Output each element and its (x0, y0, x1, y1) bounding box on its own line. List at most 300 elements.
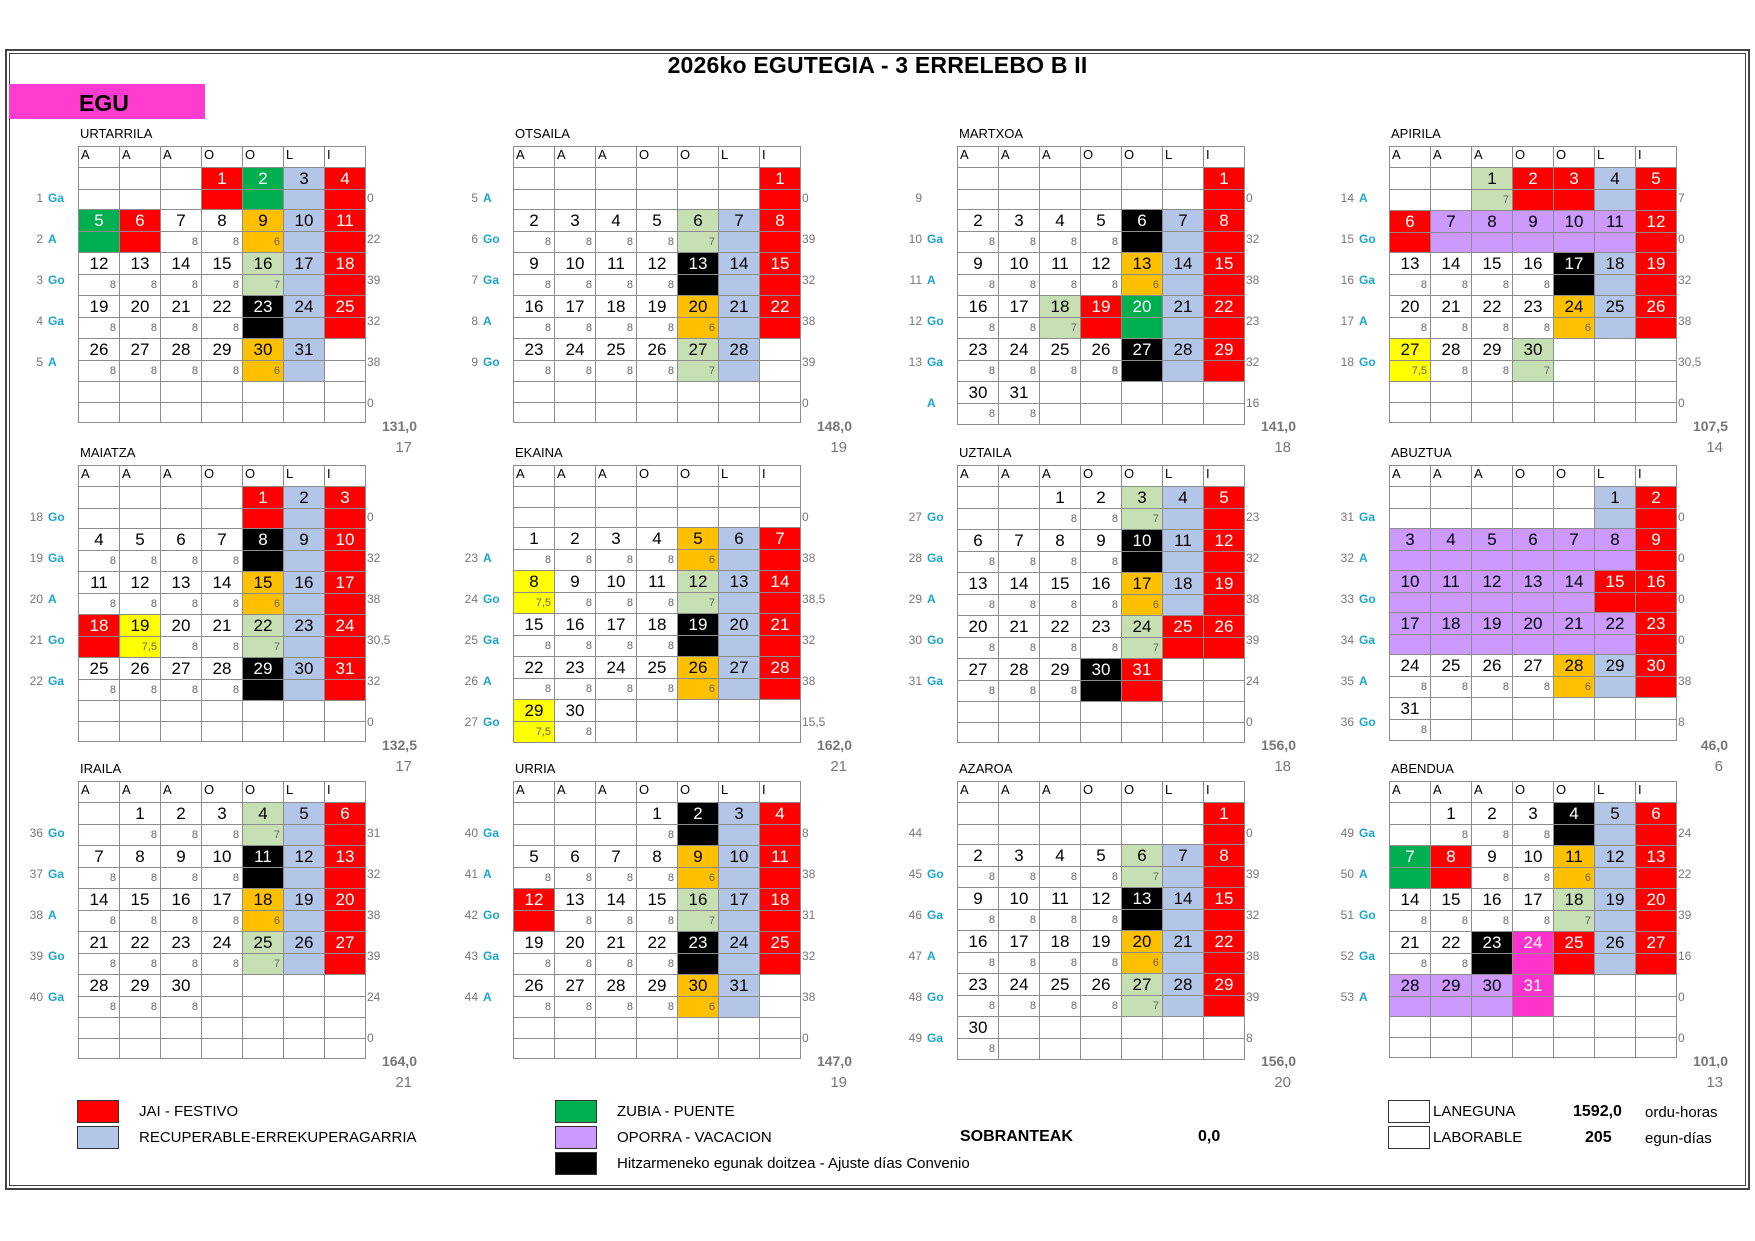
week-number: 18 (29, 510, 43, 524)
week-hours-total: 38 (802, 551, 816, 565)
day-hours (719, 722, 760, 743)
empty-cell (325, 701, 366, 722)
week-hours-total: 39 (367, 273, 381, 287)
day-hours: 8 (1513, 911, 1554, 932)
week-label (445, 551, 505, 565)
day-hours: 8 (1040, 910, 1081, 931)
week-number: 10 (908, 232, 922, 246)
week-number: 52 (1340, 949, 1354, 963)
day-hours: 8 (958, 867, 999, 888)
day-cell: 13 (1636, 846, 1677, 868)
day-hours: 8 (202, 275, 243, 296)
week-hours-total: 24 (1678, 826, 1692, 840)
day-hours (79, 825, 120, 846)
weekday-header: A (514, 147, 555, 168)
day-hours: 8 (958, 681, 999, 702)
shift-code: Go (48, 510, 65, 524)
empty-cell (555, 1018, 596, 1039)
day-hours (1431, 509, 1472, 529)
day-cell: 21 (1431, 296, 1472, 318)
day-cell: 31 (999, 382, 1040, 404)
day-cell: 15 (243, 572, 284, 594)
day-hours (1431, 997, 1472, 1017)
shift-code: Ga (48, 990, 65, 1004)
day-cell: 14 (1390, 889, 1431, 911)
day-cell: 18 (1163, 573, 1204, 595)
empty-cell (719, 487, 760, 508)
day-cell: 9 (1472, 846, 1513, 868)
empty-cell (999, 803, 1040, 825)
day-cell: 31 (719, 975, 760, 997)
weekday-header: A (958, 466, 999, 487)
empty-cell (760, 339, 801, 361)
day-hours: 8 (1081, 552, 1122, 573)
day-cell: 5 (1081, 845, 1122, 867)
day-hours (1472, 551, 1513, 571)
day-cell: 14 (596, 889, 637, 911)
day-hours (1554, 361, 1595, 382)
day-cell: 20 (1636, 889, 1677, 911)
empty-cell (1513, 1017, 1554, 1038)
day-cell: 15 (202, 253, 243, 275)
day-hours (1040, 190, 1081, 210)
empty-cell (1081, 382, 1122, 404)
empty-cell (1390, 168, 1431, 190)
day-cell: 4 (1554, 803, 1595, 825)
day-hours (1595, 361, 1636, 382)
day-hours: 8 (1081, 595, 1122, 616)
day-cell: 4 (243, 803, 284, 825)
day-cell: 8 (760, 210, 801, 232)
day-hours (1513, 1038, 1554, 1058)
week-label (445, 1031, 505, 1045)
day-hours: 8 (999, 638, 1040, 659)
month-hours-total: 147,0 (816, 1053, 852, 1069)
day-cell: 28 (999, 659, 1040, 681)
day-cell: 25 (79, 658, 120, 680)
empty-cell (202, 975, 243, 997)
week-label (889, 232, 949, 246)
day-cell: 10 (1122, 530, 1163, 552)
day-hours: 8 (1081, 996, 1122, 1017)
weekday-header: O (678, 782, 719, 803)
day-hours: 7 (1122, 867, 1163, 888)
day-hours: 7 (1554, 911, 1595, 932)
day-hours (1390, 551, 1431, 571)
day-hours: 8 (958, 404, 999, 425)
day-hours: 8 (120, 594, 161, 615)
day-cell: 29 (1431, 975, 1472, 997)
week-number: 23 (464, 551, 478, 565)
day-hours: 8 (202, 680, 243, 701)
day-cell: 21 (719, 296, 760, 318)
day-hours (79, 722, 120, 742)
empty-cell (1122, 382, 1163, 404)
empty-cell (719, 168, 760, 190)
week-hours-total: 30,5 (1678, 355, 1702, 369)
weekday-header: I (325, 466, 366, 487)
week-hours-total: 8 (1678, 715, 1685, 729)
day-hours: 8 (1472, 825, 1513, 846)
week-label (889, 355, 949, 369)
day-cell: 9 (555, 571, 596, 593)
day-hours (555, 190, 596, 210)
empty-cell (1595, 975, 1636, 997)
month-calendar-table (1389, 781, 1677, 1058)
day-hours (1163, 361, 1204, 382)
day-cell: 15 (1472, 253, 1513, 275)
empty-cell (1431, 487, 1472, 509)
week-hours-total: 31 (367, 826, 381, 840)
week-hours-total: 38 (367, 355, 381, 369)
day-hours (79, 403, 120, 423)
day-cell: 18 (596, 296, 637, 318)
weekday-header: A (1040, 466, 1081, 487)
empty-cell (637, 168, 678, 190)
day-hours: 8 (1431, 954, 1472, 975)
week-label (1321, 232, 1381, 246)
week-hours-total: 0 (1246, 191, 1253, 205)
week-hours-total: 8 (802, 826, 809, 840)
shift-code: Ga (927, 1031, 944, 1045)
month-hours-total: 131,0 (381, 418, 417, 434)
empty-cell (719, 700, 760, 722)
empty-cell (514, 168, 555, 190)
day-hours (514, 825, 555, 846)
day-cell: 1 (1595, 487, 1636, 509)
day-hours (555, 1039, 596, 1059)
day-cell: 26 (637, 339, 678, 361)
week-number: 7 (471, 273, 478, 287)
empty-cell (719, 382, 760, 403)
empty-cell (1081, 803, 1122, 825)
day-hours: 8 (514, 997, 555, 1018)
weekday-header: O (1122, 782, 1163, 803)
month-name: URTARRILA (80, 126, 153, 141)
empty-cell (1431, 382, 1472, 403)
legend-swatch-laborable (1388, 1126, 1430, 1149)
shift-code: A (483, 191, 492, 205)
day-hours (1554, 403, 1595, 423)
month-days-total: 20 (1274, 1074, 1291, 1091)
day-hours (1554, 233, 1595, 253)
empty-cell (120, 1018, 161, 1039)
day-cell: 14 (1431, 253, 1472, 275)
week-label (445, 990, 505, 1004)
shift-code: Ga (1359, 510, 1376, 524)
day-hours (325, 637, 366, 658)
day-cell: 30 (243, 339, 284, 361)
day-cell: 24 (999, 339, 1040, 361)
day-cell: 7 (1163, 210, 1204, 232)
day-cell: 8 (243, 529, 284, 551)
day-hours (284, 509, 325, 529)
month-hours-total: 101,0 (1692, 1053, 1728, 1069)
weekday-header: I (1636, 466, 1677, 487)
day-cell: 24 (1390, 655, 1431, 677)
week-number: 21 (29, 633, 43, 647)
day-hours (243, 551, 284, 572)
week-label (445, 592, 505, 606)
shift-code: Go (48, 826, 65, 840)
day-hours (325, 509, 366, 529)
week-hours-total: 0 (1678, 510, 1685, 524)
day-hours (1163, 910, 1204, 931)
day-cell: 12 (1636, 211, 1677, 233)
day-hours: 6 (1122, 595, 1163, 616)
shift-code: A (1359, 314, 1368, 328)
empty-cell (1390, 382, 1431, 403)
day-cell: 8 (1204, 845, 1245, 867)
empty-cell (202, 701, 243, 722)
day-hours (243, 318, 284, 339)
month-calendar-table (957, 781, 1245, 1060)
day-cell: 7 (79, 846, 120, 868)
empty-cell (1554, 487, 1595, 509)
month-days-total: 21 (395, 1074, 412, 1091)
day-cell: 19 (284, 889, 325, 911)
day-hours (514, 190, 555, 210)
day-hours (1163, 232, 1204, 253)
day-cell: 5 (1472, 529, 1513, 551)
day-hours: 8 (79, 954, 120, 975)
day-hours (1595, 509, 1636, 529)
week-hours-total: 0 (1678, 232, 1685, 246)
day-hours: 8 (514, 636, 555, 657)
week-label (1321, 551, 1381, 565)
weekday-header: I (1204, 147, 1245, 168)
day-hours: 8 (637, 868, 678, 889)
day-hours (678, 636, 719, 657)
day-cell: 4 (1431, 529, 1472, 551)
day-hours (1554, 825, 1595, 846)
week-number: 29 (908, 592, 922, 606)
day-cell: 17 (1390, 613, 1431, 635)
week-number: 5 (36, 355, 43, 369)
day-cell: 6 (325, 803, 366, 825)
day-hours: 6 (1554, 318, 1595, 339)
day-hours: 8 (1081, 275, 1122, 296)
day-hours (999, 1039, 1040, 1060)
weekday-header: O (202, 782, 243, 803)
day-hours: 8 (999, 404, 1040, 425)
week-label (889, 1031, 949, 1045)
week-number: 46 (908, 908, 922, 922)
day-hours (161, 1039, 202, 1059)
weekday-header: A (1040, 147, 1081, 168)
day-hours: 8 (1513, 677, 1554, 698)
day-hours: 8 (958, 638, 999, 659)
week-hours-total: 32 (802, 633, 816, 647)
week-label (889, 867, 949, 881)
week-label (889, 314, 949, 328)
week-label (10, 191, 70, 205)
day-hours: 8 (637, 318, 678, 339)
day-cell: 9 (958, 253, 999, 275)
day-hours (1554, 1038, 1595, 1058)
week-label (10, 273, 70, 287)
empty-cell (243, 701, 284, 722)
day-hours (1040, 825, 1081, 845)
day-cell: 22 (637, 932, 678, 954)
month-days-total: 19 (830, 1074, 847, 1091)
day-hours (79, 232, 120, 253)
day-cell: 20 (1122, 296, 1163, 318)
day-cell: 11 (637, 571, 678, 593)
day-hours: 8 (596, 232, 637, 253)
week-label (10, 674, 70, 688)
day-cell: 17 (596, 614, 637, 636)
day-cell: 30 (958, 1017, 999, 1039)
empty-cell (1163, 1017, 1204, 1039)
legend-laborable-label: LABORABLE (1433, 1129, 1523, 1146)
day-hours (1595, 868, 1636, 889)
day-hours: 7,5 (1390, 361, 1431, 382)
day-hours (1472, 509, 1513, 529)
week-label (1321, 191, 1381, 205)
empty-cell (79, 487, 120, 509)
day-cell: 3 (1554, 168, 1595, 190)
week-number: 27 (908, 510, 922, 524)
shift-code: Go (927, 633, 944, 647)
day-cell: 21 (1163, 296, 1204, 318)
day-hours: 8 (1081, 509, 1122, 530)
day-hours: 7 (1472, 190, 1513, 211)
total-hours-label: ordu-horas (1645, 1104, 1718, 1121)
day-cell: 5 (514, 846, 555, 868)
day-cell: 6 (161, 529, 202, 551)
empty-cell (1431, 1017, 1472, 1038)
week-hours-total: 0 (1246, 715, 1253, 729)
day-hours (1595, 635, 1636, 655)
weekday-header: A (1472, 782, 1513, 803)
empty-cell (1636, 698, 1677, 720)
day-hours: 8 (555, 636, 596, 657)
day-cell: 22 (243, 615, 284, 637)
day-hours: 8 (637, 679, 678, 700)
day-hours: 6 (678, 679, 719, 700)
empty-cell (555, 382, 596, 403)
empty-cell (1163, 803, 1204, 825)
day-hours (760, 825, 801, 846)
empty-cell (1554, 1017, 1595, 1038)
week-number: 31 (908, 674, 922, 688)
week-hours-total: 0 (802, 510, 809, 524)
empty-cell (760, 1018, 801, 1039)
day-cell: 30 (1472, 975, 1513, 997)
week-label (445, 908, 505, 922)
day-hours (1204, 867, 1245, 888)
day-hours: 6 (678, 997, 719, 1018)
day-hours (284, 911, 325, 932)
empty-cell (514, 382, 555, 403)
week-number: 36 (29, 826, 43, 840)
day-cell: 10 (555, 253, 596, 275)
day-hours: 8 (999, 318, 1040, 339)
day-cell: 24 (555, 339, 596, 361)
weekday-header: O (1554, 466, 1595, 487)
empty-cell (202, 1018, 243, 1039)
day-hours: 8 (596, 361, 637, 382)
day-cell: 3 (596, 528, 637, 550)
day-cell: 28 (596, 975, 637, 997)
day-cell: 23 (678, 932, 719, 954)
day-hours: 8 (1040, 509, 1081, 530)
day-hours: 8 (79, 997, 120, 1018)
week-label (889, 396, 949, 410)
day-cell: 4 (596, 210, 637, 232)
shift-code: A (483, 551, 492, 565)
weekday-header: I (325, 782, 366, 803)
day-hours: 6 (678, 318, 719, 339)
day-hours: 8 (555, 361, 596, 382)
day-hours (202, 403, 243, 423)
empty-cell (1081, 702, 1122, 723)
day-hours (1163, 552, 1204, 573)
day-hours (161, 403, 202, 423)
week-label (10, 1031, 70, 1045)
shift-code: A (927, 592, 936, 606)
weekday-header: O (202, 147, 243, 168)
empty-cell (1636, 382, 1677, 403)
day-cell: 20 (555, 932, 596, 954)
day-cell: 15 (1431, 889, 1472, 911)
day-cell: 26 (1595, 932, 1636, 954)
empty-cell (596, 700, 637, 722)
empty-cell (1204, 702, 1245, 723)
weekday-header: A (1472, 466, 1513, 487)
weekday-header: A (514, 782, 555, 803)
day-hours (79, 190, 120, 210)
weekday-header: L (1595, 147, 1636, 168)
day-hours: 8 (202, 551, 243, 572)
day-cell: 24 (1122, 616, 1163, 638)
month-name: ABUZTUA (1391, 445, 1452, 460)
month-calendar-table (513, 146, 801, 423)
day-cell: 21 (202, 615, 243, 637)
day-hours (1081, 825, 1122, 845)
day-hours: 8 (1040, 595, 1081, 616)
empty-cell (79, 382, 120, 403)
week-hours-total: 39 (1246, 990, 1260, 1004)
week-hours-total: 39 (802, 232, 816, 246)
day-cell: 11 (1554, 846, 1595, 868)
weekday-header: O (678, 466, 719, 487)
empty-cell (1081, 1017, 1122, 1039)
day-cell: 23 (1081, 616, 1122, 638)
empty-cell (555, 803, 596, 825)
day-cell: 7 (161, 210, 202, 232)
week-hours-total: 0 (1678, 1031, 1685, 1045)
empty-cell (1204, 659, 1245, 681)
day-hours: 6 (678, 550, 719, 571)
day-cell: 4 (325, 168, 366, 190)
week-number: 36 (1340, 715, 1354, 729)
empty-cell (1122, 702, 1163, 723)
weekday-header: O (243, 147, 284, 168)
month-calendar-table (957, 146, 1245, 425)
empty-cell (243, 1018, 284, 1039)
month-calendar-table (1389, 465, 1677, 741)
month-days-total: 18 (1274, 758, 1291, 775)
day-cell: 12 (120, 572, 161, 594)
week-number: 5 (471, 191, 478, 205)
day-hours: 8 (1431, 318, 1472, 339)
empty-cell (1595, 1017, 1636, 1038)
week-hours-total: 39 (1678, 908, 1692, 922)
day-hours (325, 190, 366, 210)
day-hours (1595, 593, 1636, 613)
